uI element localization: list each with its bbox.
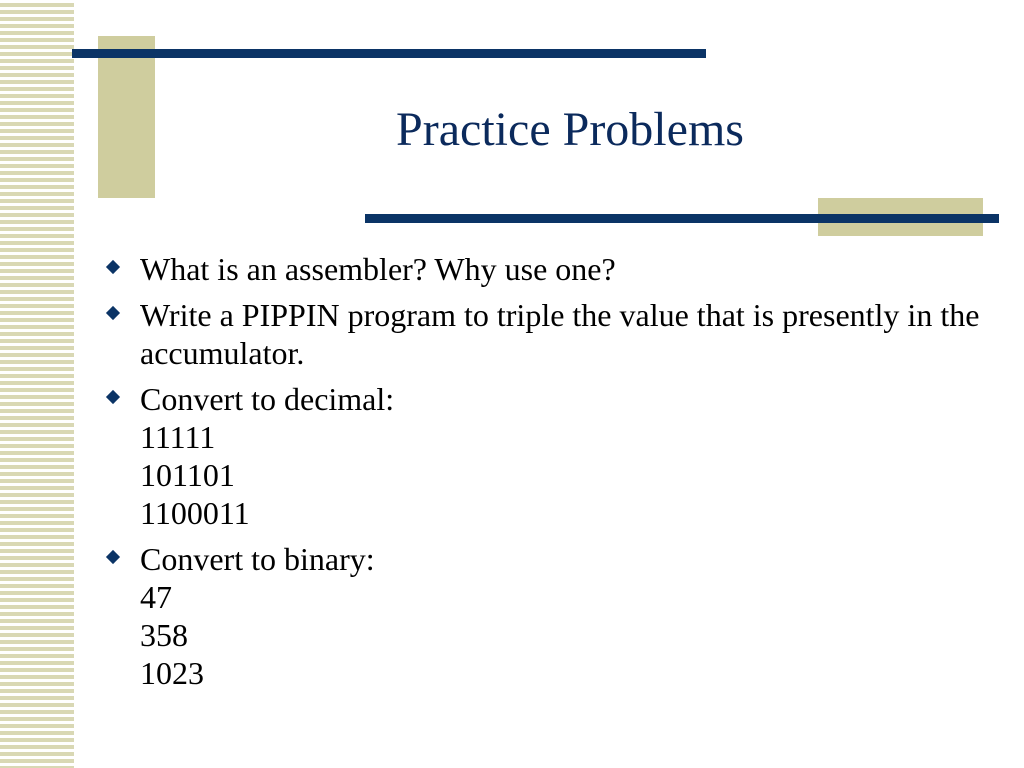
decorative-line-bottom	[365, 214, 999, 223]
bullet-item	[106, 380, 986, 532]
bullet-text: Convert to binary:	[140, 541, 375, 577]
bullet-sub-line: 1023	[140, 655, 204, 691]
diamond-bullet-icon	[106, 550, 120, 564]
bullet-item	[106, 296, 986, 372]
bullet-sub-line: 358	[140, 617, 188, 653]
bullet-text: Convert to decimal:	[140, 381, 395, 417]
slide-title: Practice Problems	[396, 103, 744, 156]
bullet-item	[106, 540, 986, 692]
bullet-text: What is an assembler? Why use one?	[140, 251, 616, 287]
diamond-bullet-icon	[106, 260, 120, 274]
bullet-text: Write a PIPPIN program to triple the value that is presently in the accumulator.	[140, 297, 980, 371]
bullet-sub-line: 101101	[140, 457, 235, 493]
bullet-item	[106, 250, 986, 288]
bullet-sub-line: 11111	[140, 419, 216, 455]
diamond-bullet-icon	[106, 306, 120, 320]
diamond-bullet-icon	[106, 390, 120, 404]
decorative-stripes	[0, 0, 74, 768]
bullet-sub-line: 47	[140, 579, 172, 615]
decorative-line-top	[72, 49, 706, 58]
bullet-sub-line: 1100011	[140, 495, 250, 531]
decorative-block-left	[98, 36, 155, 198]
bullet-list	[106, 250, 986, 700]
